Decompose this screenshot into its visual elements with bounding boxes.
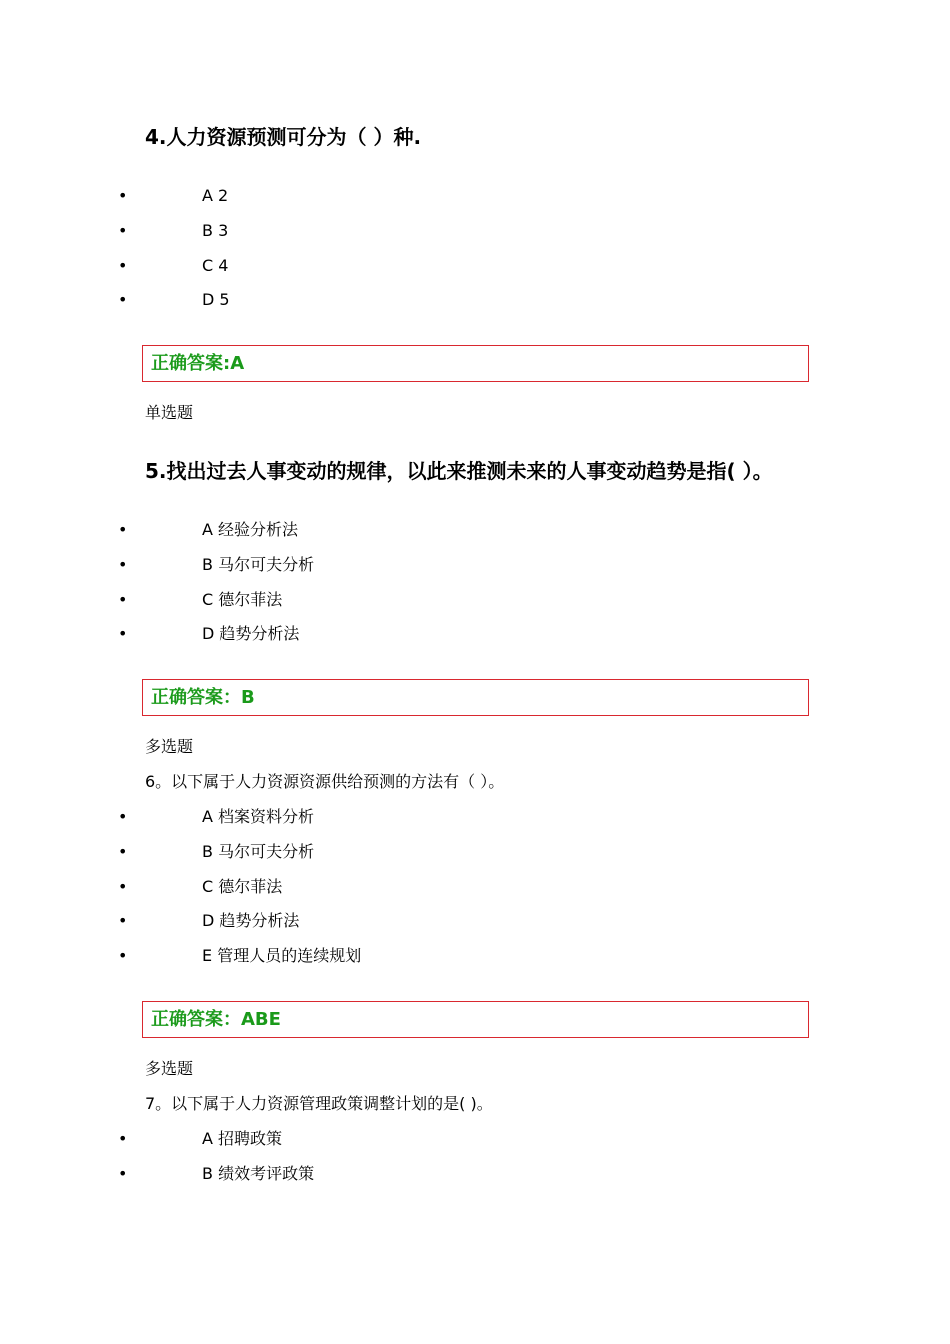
question-5-option-c: C 德尔菲法 — [202, 590, 283, 609]
question-4-title: 4.人力资源预测可分为（ ）种. — [145, 125, 422, 149]
bullet: • — [118, 520, 128, 539]
question-7-title: 7。以下属于人力资源管理政策调整计划的是( )。 — [145, 1094, 493, 1113]
question-6-title: 6。以下属于人力资源资源供给预测的方法有（ ）。 — [145, 772, 505, 791]
question-4-option-a: A 2 — [202, 186, 229, 205]
question-6-option-b: B 马尔可夫分析 — [202, 842, 315, 861]
question-6-type: 多选题 — [145, 737, 194, 756]
question-6-option-c: C 德尔菲法 — [202, 877, 283, 896]
bullet: • — [118, 186, 128, 205]
question-5-option-a: A 经验分析法 — [202, 520, 299, 539]
bullet: • — [118, 624, 128, 643]
bullet: • — [118, 555, 128, 574]
question-7-option-b: B 绩效考评政策 — [202, 1164, 315, 1183]
bullet: • — [118, 590, 128, 609]
bullet: • — [118, 877, 128, 896]
bullet: • — [118, 946, 128, 965]
question-5-answer-box — [142, 679, 809, 716]
bullet: • — [118, 842, 128, 861]
question-4-option-d: D 5 — [202, 290, 230, 309]
question-4-answer: 正确答案:A — [151, 353, 245, 374]
question-4-answer-box — [142, 345, 809, 382]
question-6-option-e: E 管理人员的连续规划 — [202, 946, 362, 965]
question-6-option-d: D 趋势分析法 — [202, 911, 300, 930]
bullet: • — [118, 807, 128, 826]
question-6-answer: 正确答案：ABE — [151, 1009, 281, 1030]
question-5-answer: 正确答案：B — [151, 687, 255, 708]
bullet: • — [118, 911, 128, 930]
question-4-option-c: C 4 — [202, 256, 229, 275]
question-4-option-b: B 3 — [202, 221, 229, 240]
bullet: • — [118, 1164, 128, 1183]
bullet: • — [118, 221, 128, 240]
question-6-answer-box — [142, 1001, 809, 1038]
question-5-title: 5.找出过去人事变动的规律，以此来推测未来的人事变动趋势是指( ）。 — [145, 459, 773, 483]
question-6-option-a: A 档案资料分析 — [202, 807, 315, 826]
bullet: • — [118, 1129, 128, 1148]
bullet: • — [118, 290, 128, 309]
question-5-type: 单选题 — [145, 403, 194, 422]
question-5-option-b: B 马尔可夫分析 — [202, 555, 315, 574]
question-5-option-d: D 趋势分析法 — [202, 624, 300, 643]
question-7-option-a: A 招聘政策 — [202, 1129, 283, 1148]
bullet: • — [118, 256, 128, 275]
question-7-type: 多选题 — [145, 1059, 194, 1078]
